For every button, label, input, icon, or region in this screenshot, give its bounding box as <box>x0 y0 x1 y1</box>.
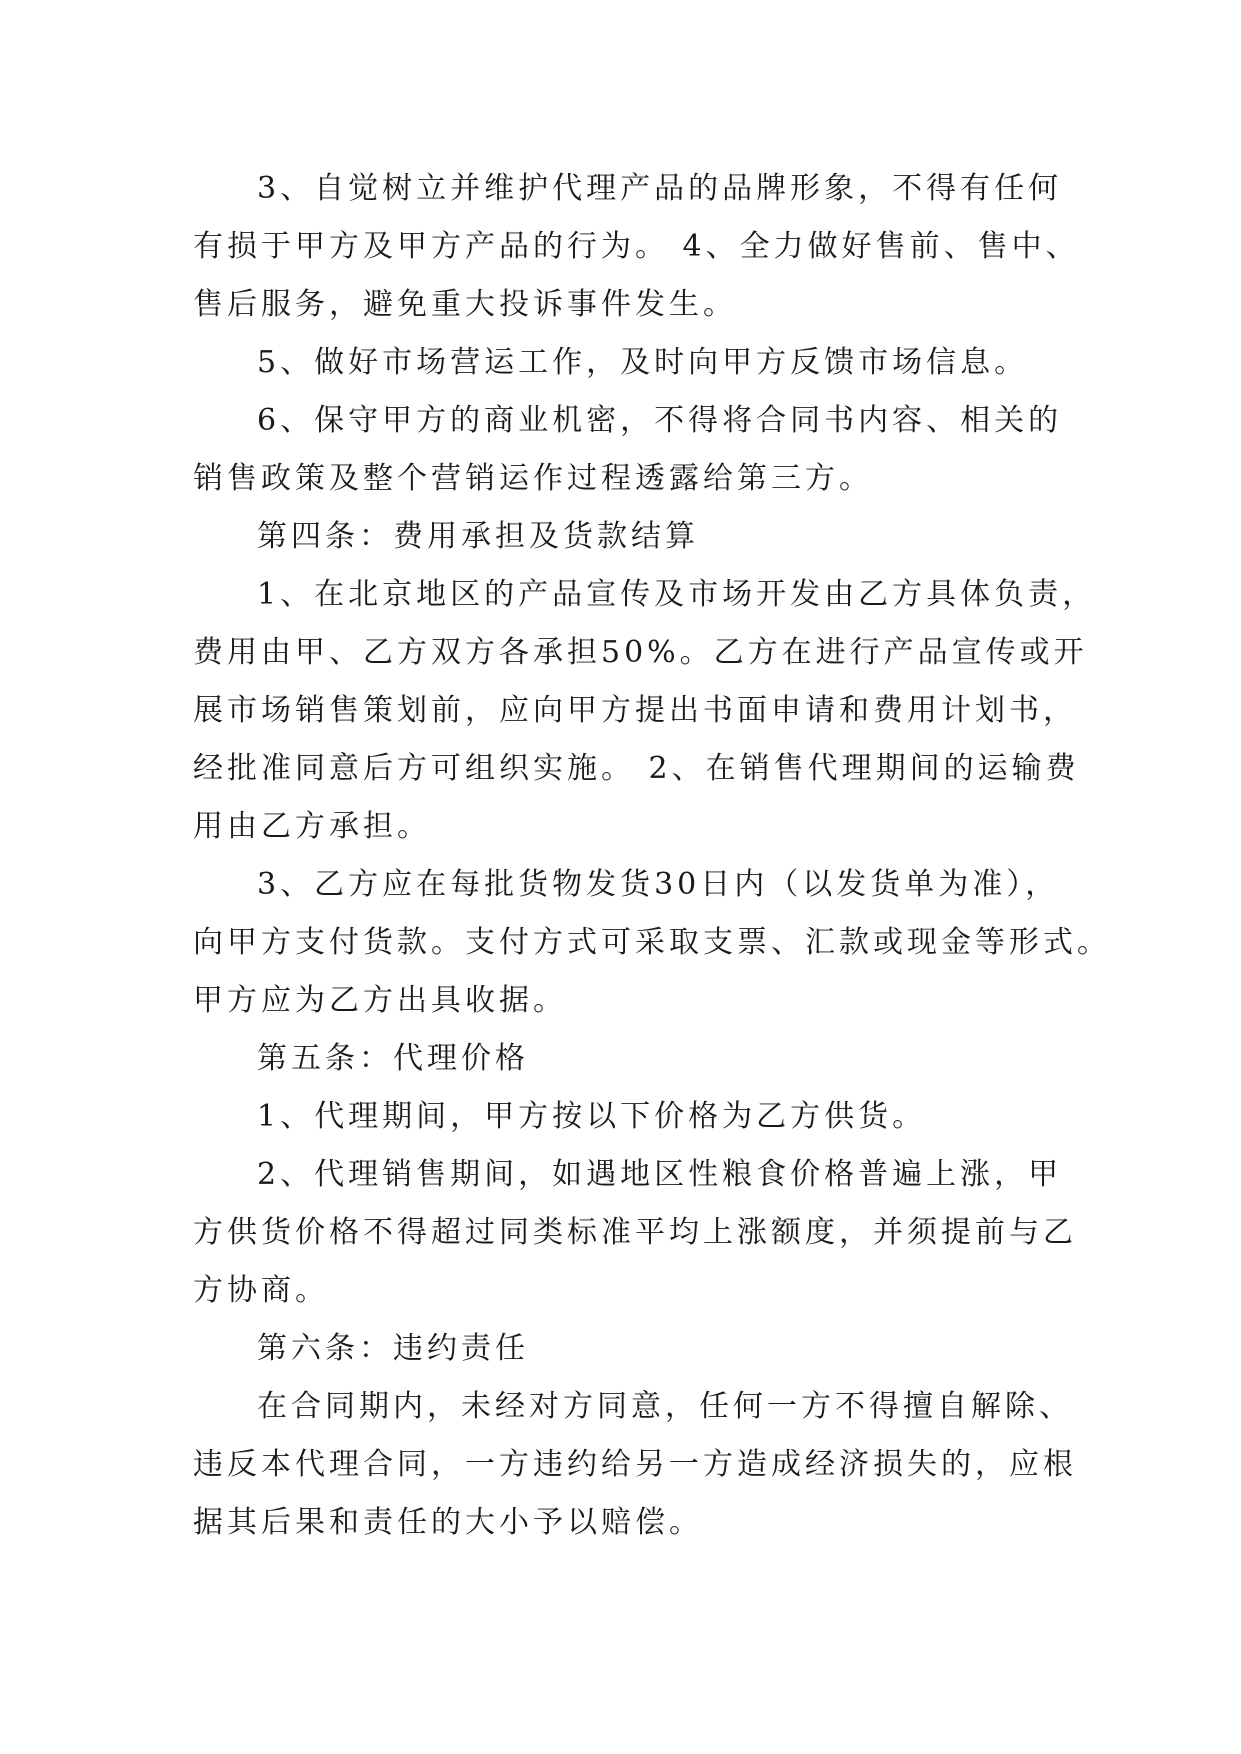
text-line: 6、保守甲方的商业机密，不得将合同书内容、相关的 <box>257 403 1063 438</box>
text-line: 费用由甲、乙方双方各承担50%。乙方在进行产品宣传或开 <box>193 635 1088 670</box>
text-line: 1、代理期间，甲方按以下价格为乙方供货。 <box>257 1099 927 1134</box>
text-line: 3、乙方应在每批货物发货30日内（以发货单为准）， <box>257 867 1060 902</box>
text-line: 有损于甲方及甲方产品的行为。 4、全力做好售前、售中、 <box>193 229 1080 264</box>
text-line: 第五条：代理价格 <box>257 1041 529 1076</box>
text-line: 据其后果和责任的大小予以赔偿。 <box>193 1505 703 1540</box>
text-line: 经批准同意后方可组织实施。 2、在销售代理期间的运输费 <box>193 751 1080 786</box>
text-line: 1、在北京地区的产品宣传及市场开发由乙方具体负责， <box>257 577 1097 612</box>
document-body <box>193 160 1111 1552</box>
text-line: 第六条：违约责任 <box>257 1331 529 1366</box>
text-line: 方供货价格不得超过同类标准平均上涨额度，并须提前与乙 <box>193 1215 1077 1250</box>
text-line: 2、代理销售期间，如遇地区性粮食价格普遍上涨，甲 <box>257 1157 1063 1192</box>
text-line: 售后服务，避免重大投诉事件发生。 <box>193 287 737 322</box>
text-line: 用由乙方承担。 <box>193 809 431 844</box>
text-line: 甲方应为乙方出具收据。 <box>193 983 567 1018</box>
text-line: 方协商。 <box>193 1273 329 1308</box>
text-line: 向甲方支付货款。支付方式可采取支票、汇款或现金等形式。 <box>193 925 1111 960</box>
text-line: 3、自觉树立并维护代理产品的品牌形象，不得有任何 <box>257 171 1063 206</box>
text-line: 5、做好市场营运工作，及时向甲方反馈市场信息。 <box>257 345 1029 380</box>
text-line: 在合同期内，未经对方同意，任何一方不得擅自解除、 <box>257 1389 1073 1424</box>
text-line: 展市场销售策划前，应向甲方提出书面申请和费用计划书， <box>193 693 1077 728</box>
text-line: 销售政策及整个营销运作过程透露给第三方。 <box>193 461 873 496</box>
text-line: 第四条：费用承担及货款结算 <box>257 519 699 554</box>
text-line: 违反本代理合同，一方违约给另一方造成经济损失的，应根 <box>193 1447 1077 1482</box>
